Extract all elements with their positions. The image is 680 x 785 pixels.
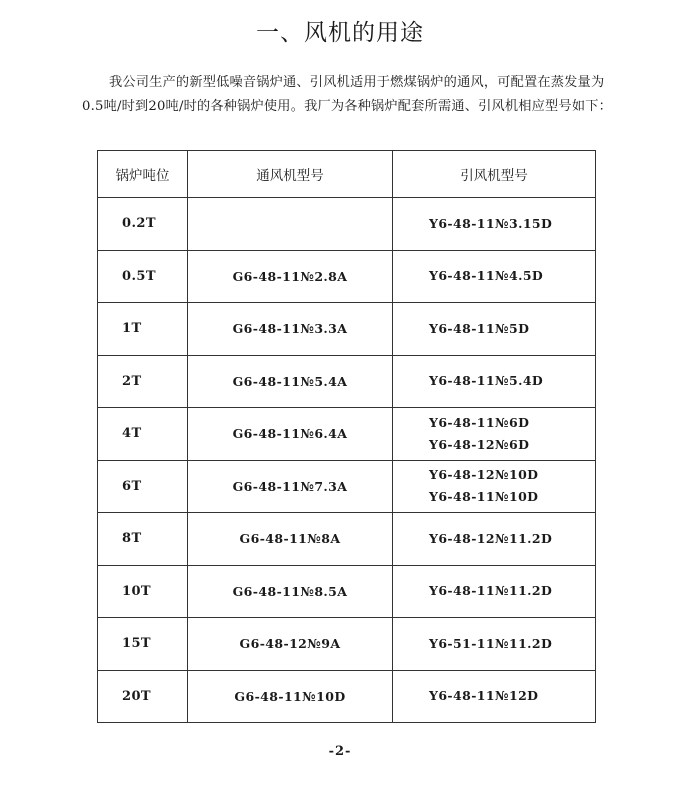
boiler-tonnage-cell: 10T	[98, 565, 188, 618]
induced-draft-fan-model-cell	[393, 618, 596, 671]
induced-draft-fan-model-cell	[393, 303, 596, 356]
blower-model-cell: G6-48-11№6.4A	[188, 408, 393, 461]
induced-draft-fan-model: Y6-48-11№4.5D	[429, 268, 544, 284]
blower-model-cell: G6-48-11№5.4A	[188, 355, 393, 408]
table-row	[98, 198, 596, 251]
table-row	[98, 355, 596, 408]
table-row	[98, 303, 596, 356]
table-row	[98, 460, 596, 513]
induced-draft-fan-model: Y6-51-11№11.2D	[429, 635, 553, 651]
induced-draft-fan-model-cell	[393, 460, 596, 513]
boiler-tonnage-cell: 2T	[98, 355, 188, 408]
boiler-tonnage-cell: 8T	[98, 513, 188, 566]
blower-model-cell: G6-48-12№9A	[188, 618, 393, 671]
induced-draft-fan-model: Y6-48-11№3.15D	[429, 215, 553, 231]
induced-draft-fan-model-cell	[393, 565, 596, 618]
induced-draft-fan-model: Y6-48-11№12D	[429, 688, 539, 704]
induced-draft-fan-model-cell	[393, 355, 596, 408]
boiler-tonnage-cell: 20T	[98, 670, 188, 723]
table-body	[98, 198, 596, 723]
induced-draft-fan-model-cell	[393, 513, 596, 566]
page-number: -2-	[328, 744, 352, 759]
boiler-tonnage-cell: 1T	[98, 303, 188, 356]
blower-model-cell: G6-48-11№8.5A	[188, 565, 393, 618]
boiler-tonnage-cell: 15T	[98, 618, 188, 671]
boiler-tonnage-cell: 0.2T	[98, 198, 188, 251]
blower-model-cell: G6-48-11№2.8A	[188, 250, 393, 303]
induced-draft-fan-model: Y6-48-11№11.2D	[429, 583, 553, 599]
induced-draft-fan-model: Y6-48-12№11.2D	[429, 530, 553, 546]
table-row	[98, 618, 596, 671]
induced-draft-fan-model-cell	[393, 670, 596, 723]
fan-model-table	[97, 150, 596, 723]
table-header-row	[98, 151, 596, 198]
header-blower-model: 通风机型号	[188, 151, 393, 198]
induced-draft-fan-model: Y6-48-11№5D	[429, 320, 530, 336]
induced-draft-fan-model: Y6-48-11№6D	[429, 414, 530, 430]
blower-model-cell: G6-48-11№10D	[188, 670, 393, 723]
induced-draft-fan-model: Y6-48-12№6D	[429, 436, 530, 452]
boiler-tonnage-cell: 0.5T	[98, 250, 188, 303]
page-title: 一、风机的用途	[256, 20, 424, 46]
blower-model-cell	[188, 198, 393, 251]
table-row	[98, 565, 596, 618]
boiler-tonnage-cell: 4T	[98, 408, 188, 461]
induced-draft-fan-model: Y6-48-11№10D	[429, 489, 539, 505]
induced-draft-fan-model: Y6-48-11№5.4D	[429, 373, 544, 389]
header-induced-draft-fan-model: 引风机型号	[393, 151, 596, 198]
induced-draft-fan-model-cell	[393, 198, 596, 251]
induced-draft-fan-model-cell	[393, 250, 596, 303]
header-boiler-tonnage: 锅炉吨位	[98, 151, 188, 198]
blower-model-cell: G6-48-11№3.3A	[188, 303, 393, 356]
table-row	[98, 513, 596, 566]
table-row	[98, 670, 596, 723]
table-row	[98, 408, 596, 461]
table-row	[98, 250, 596, 303]
induced-draft-fan-model-cell	[393, 408, 596, 461]
induced-draft-fan-model: Y6-48-12№10D	[429, 467, 539, 483]
blower-model-cell: G6-48-11№8A	[188, 513, 393, 566]
intro-paragraph: 我公司生产的新型低噪音锅炉通、引风机适用于燃煤锅炉的通风，可配置在蒸发量为0.5吨/时到20吨/时的各种锅炉使用。我厂为各种锅炉配套所需通、引风机相应型号如下：	[82, 75, 612, 115]
boiler-tonnage-cell: 6T	[98, 460, 188, 513]
blower-model-cell: G6-48-11№7.3A	[188, 460, 393, 513]
